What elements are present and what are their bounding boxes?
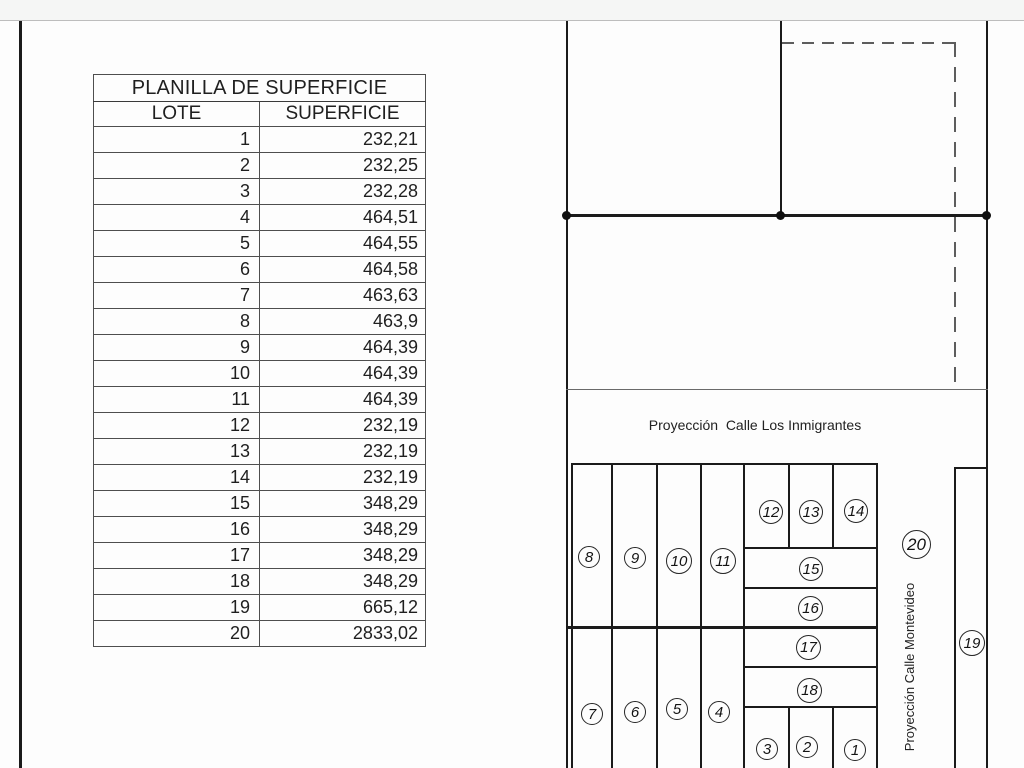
lot-divider-line [700, 629, 702, 768]
boundary-line-right [986, 21, 988, 768]
lot-12-marker: 12 [759, 500, 783, 524]
lot-19-marker: 19 [959, 630, 985, 656]
lot-divider-line [832, 463, 834, 549]
superficie-cell: 2833,02 [260, 621, 426, 647]
lot-divider-line [743, 629, 745, 768]
lot-divider-line [611, 629, 613, 768]
lote-cell: 2 [94, 153, 260, 179]
dashed-projection-line [782, 42, 956, 44]
lote-cell: 18 [94, 569, 260, 595]
column-header-superficie: SUPERFICIE [260, 102, 426, 127]
top-bar [0, 0, 1024, 21]
survey-point-dot [982, 211, 991, 220]
lot-block-left-line [571, 463, 573, 768]
survey-point-dot [776, 211, 785, 220]
table-row [94, 257, 426, 283]
lot-divider-line [656, 463, 658, 629]
lot-11-marker: 11 [710, 548, 736, 574]
street-edge-line [566, 389, 988, 390]
lote-cell: 16 [94, 517, 260, 543]
table-row [94, 413, 426, 439]
table-row [94, 595, 426, 621]
surface-table [93, 74, 426, 647]
lote-cell: 14 [94, 465, 260, 491]
table-row [94, 283, 426, 309]
lote-cell: 1 [94, 127, 260, 153]
lot-14-marker: 14 [844, 499, 868, 523]
lote-cell: 9 [94, 335, 260, 361]
lot-divider-line [656, 629, 658, 768]
lote-cell: 13 [94, 439, 260, 465]
superficie-cell: 463,9 [260, 309, 426, 335]
table-row [94, 361, 426, 387]
superficie-cell: 464,39 [260, 361, 426, 387]
street-label-montevideo: Proyección Calle Montevideo [902, 582, 917, 752]
table-row [94, 465, 426, 491]
street-label-inmigrantes: Proyección Calle Los Inmigrantes [648, 417, 862, 433]
superficie-cell: 464,51 [260, 205, 426, 231]
table-row [94, 621, 426, 647]
lot-divider-line [743, 463, 745, 629]
table-title-row [94, 75, 426, 102]
table-row [94, 127, 426, 153]
superficie-cell: 232,19 [260, 439, 426, 465]
lote-cell: 7 [94, 283, 260, 309]
superficie-cell: 665,12 [260, 595, 426, 621]
lot-1-marker: 1 [844, 739, 866, 761]
lot-divider-line [700, 463, 702, 629]
lot-17-marker: 17 [796, 635, 821, 660]
lot-3-marker: 3 [756, 738, 778, 760]
table-row [94, 543, 426, 569]
table-row [94, 231, 426, 257]
superficie-cell: 464,39 [260, 387, 426, 413]
superficie-cell: 464,39 [260, 335, 426, 361]
superficie-cell: 232,25 [260, 153, 426, 179]
boundary-line-left [566, 21, 568, 768]
parcel-divider-line [780, 21, 782, 217]
table-row [94, 335, 426, 361]
lote-cell: 6 [94, 257, 260, 283]
table-header-row [94, 102, 426, 127]
lot-divider-line [743, 587, 878, 589]
table-row [94, 205, 426, 231]
lote-cell: 19 [94, 595, 260, 621]
lot-8-marker: 8 [578, 546, 600, 568]
superficie-cell: 232,19 [260, 413, 426, 439]
column-header-lote: LOTE [94, 102, 260, 127]
lot-divider-line [743, 547, 878, 549]
lote-cell: 20 [94, 621, 260, 647]
lote-cell: 11 [94, 387, 260, 413]
superficie-cell: 232,19 [260, 465, 426, 491]
lot-10-marker: 10 [666, 548, 692, 574]
table-row [94, 309, 426, 335]
lot-13-marker: 13 [799, 500, 823, 524]
lote-cell: 17 [94, 543, 260, 569]
table-row [94, 517, 426, 543]
superficie-cell: 232,21 [260, 127, 426, 153]
table-row [94, 179, 426, 205]
lot-4-marker: 4 [708, 701, 730, 723]
table-row [94, 569, 426, 595]
lot-15-marker: 15 [799, 557, 823, 581]
lot-divider-line [788, 463, 790, 549]
lote-cell: 12 [94, 413, 260, 439]
lot-18-marker: 18 [797, 678, 822, 703]
lote-cell: 10 [94, 361, 260, 387]
lot-block-right-line [876, 463, 878, 768]
lot-divider-line [832, 706, 834, 768]
superficie-cell: 348,29 [260, 517, 426, 543]
lot-divider-line [743, 666, 878, 668]
lot19-left-line [954, 467, 956, 768]
superficie-cell: 464,58 [260, 257, 426, 283]
lot-20-marker: 20 [902, 530, 931, 559]
lote-cell: 15 [94, 491, 260, 517]
lot19-top-line [954, 467, 988, 469]
lot-7-marker: 7 [581, 703, 603, 725]
superficie-cell: 348,29 [260, 491, 426, 517]
superficie-cell: 348,29 [260, 569, 426, 595]
lot-2-marker: 2 [796, 736, 818, 758]
superficie-cell: 464,55 [260, 231, 426, 257]
dashed-projection-line [954, 42, 956, 389]
lot-divider-line [743, 706, 878, 708]
lot-divider-line [788, 706, 790, 768]
lote-cell: 3 [94, 179, 260, 205]
lote-cell: 5 [94, 231, 260, 257]
table-row [94, 153, 426, 179]
superficie-cell: 463,63 [260, 283, 426, 309]
table-row [94, 491, 426, 517]
superficie-cell: 232,28 [260, 179, 426, 205]
lot-6-marker: 6 [624, 701, 646, 723]
survey-point-dot [562, 211, 571, 220]
lot-divider-line [611, 463, 613, 629]
superficie-cell: 348,29 [260, 543, 426, 569]
table-row [94, 387, 426, 413]
sheet-border-line [19, 21, 22, 768]
lote-cell: 4 [94, 205, 260, 231]
lot-9-marker: 9 [624, 547, 646, 569]
lot-16-marker: 16 [798, 596, 823, 621]
lot-5-marker: 5 [666, 698, 688, 720]
table-title: PLANILLA DE SUPERFICIE [94, 75, 426, 102]
lote-cell: 8 [94, 309, 260, 335]
table-row [94, 439, 426, 465]
